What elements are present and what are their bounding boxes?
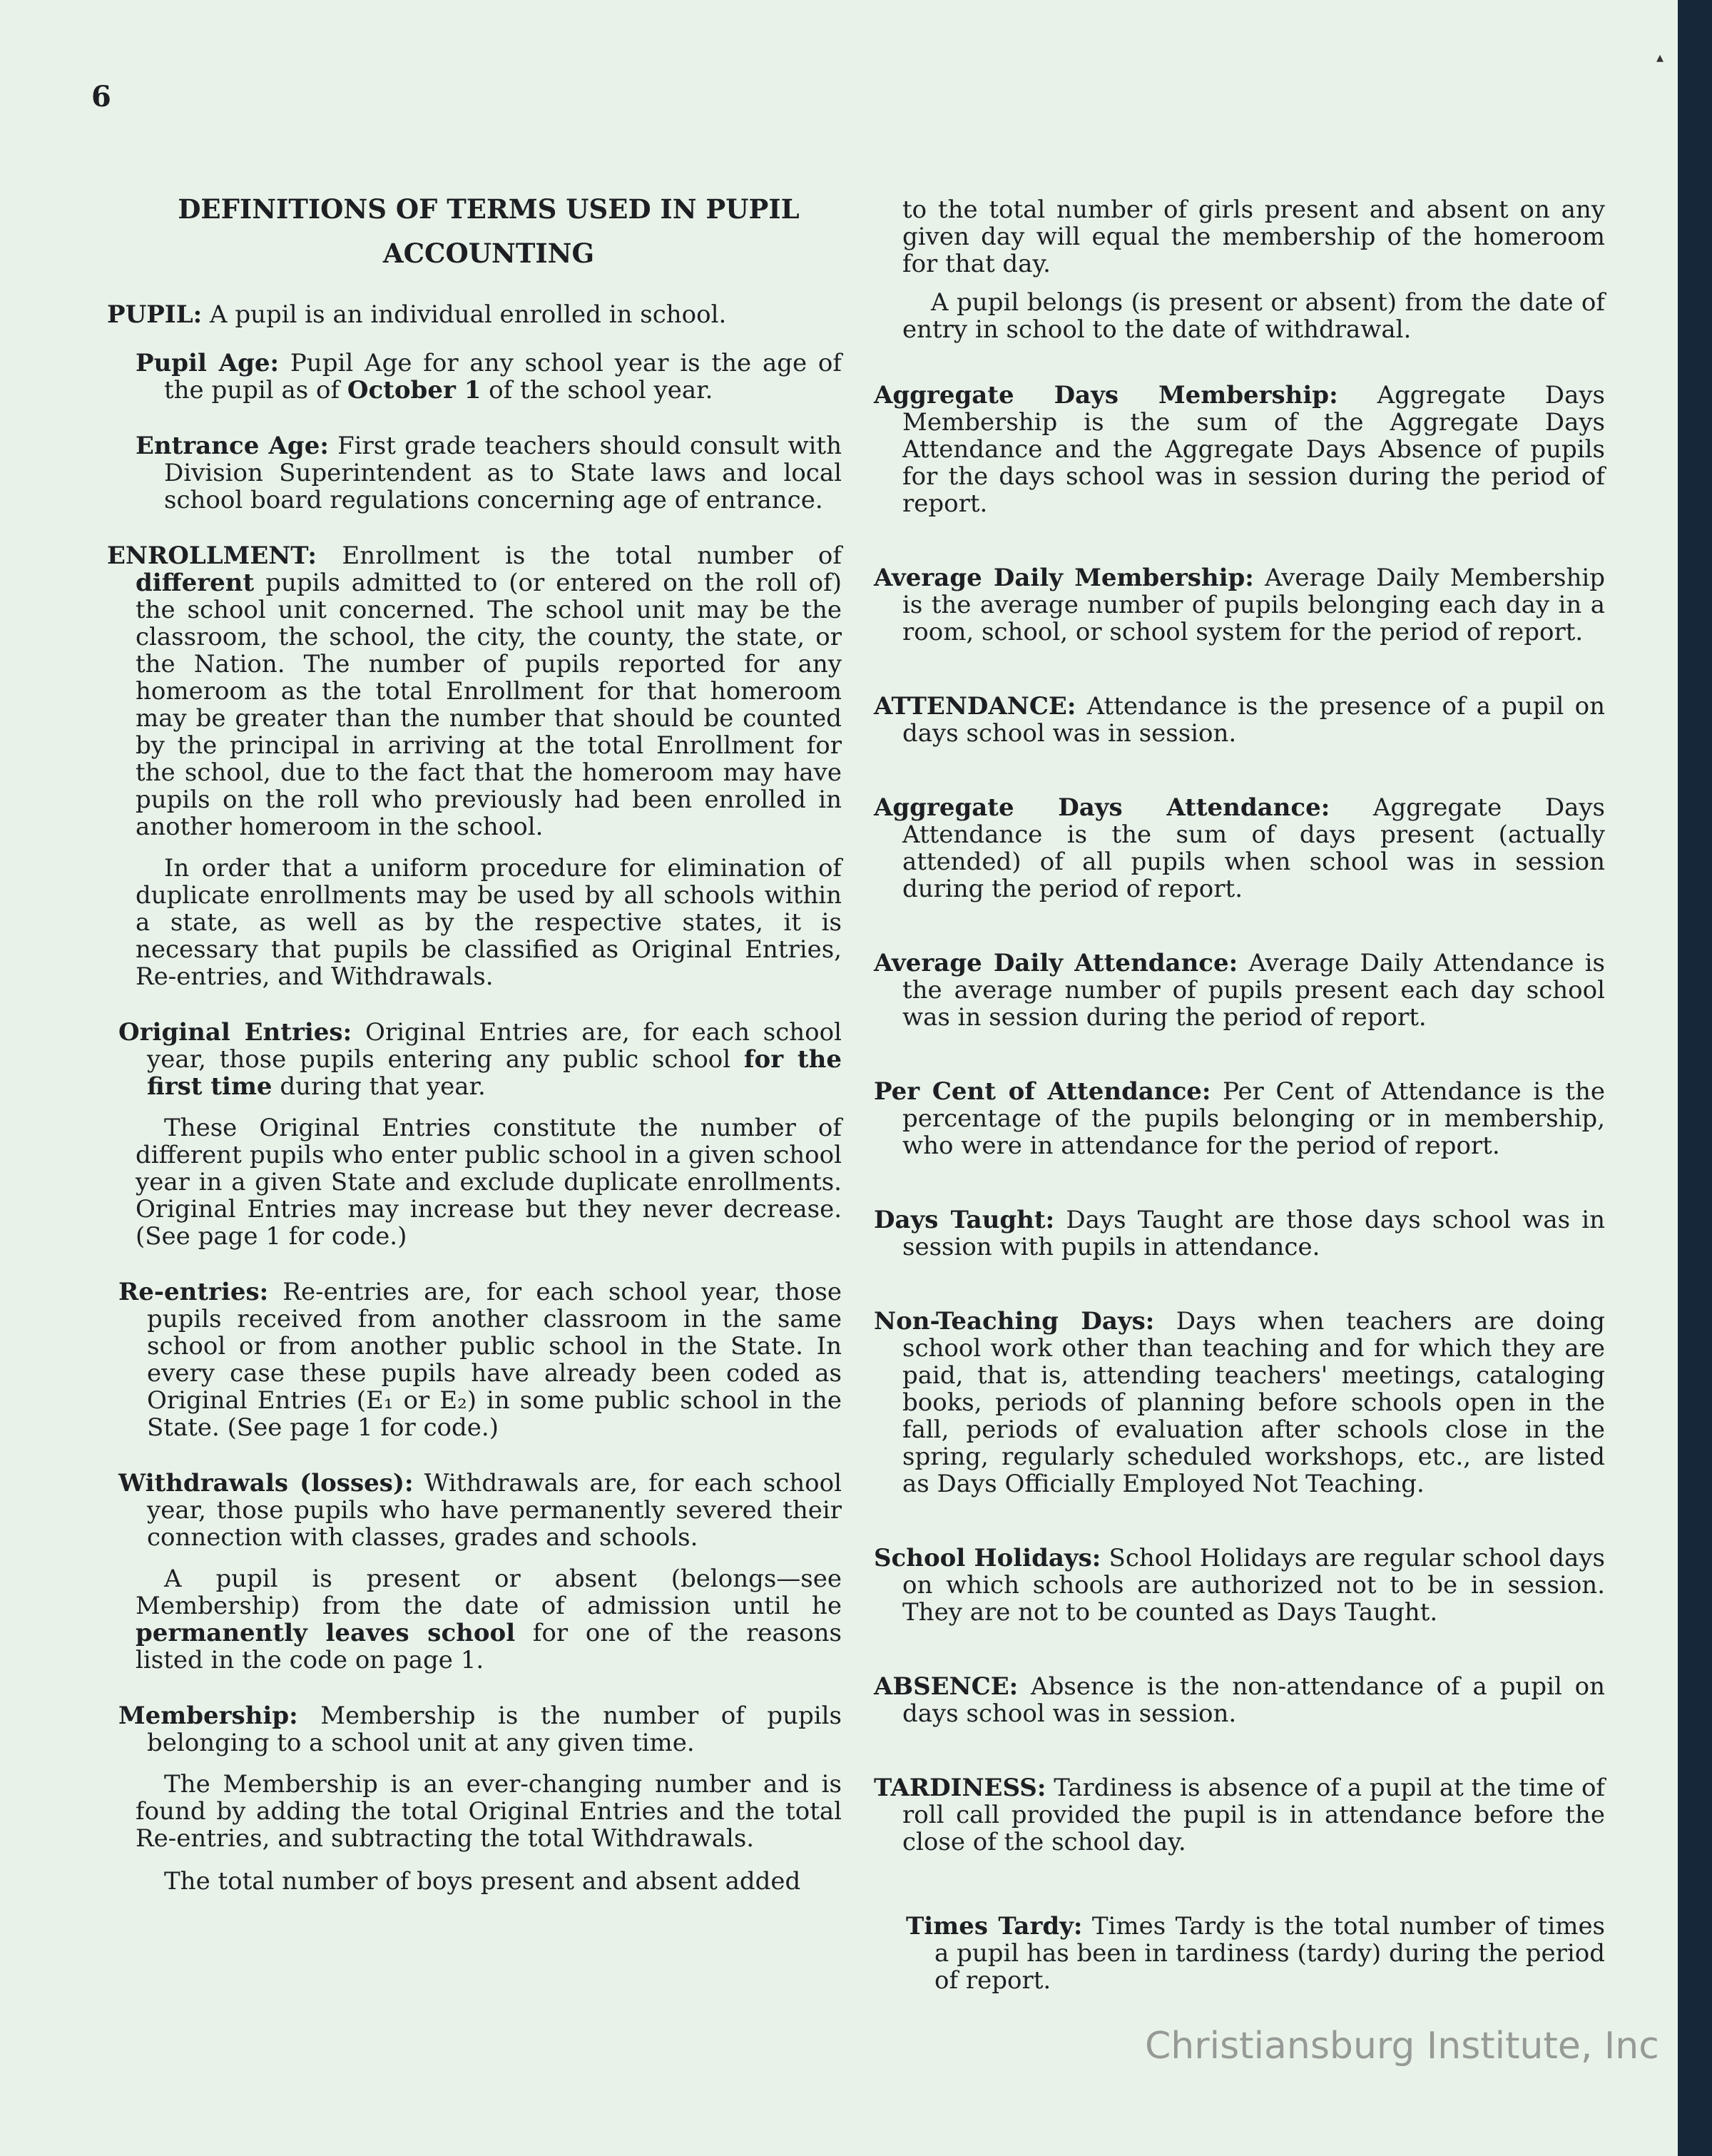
- term-aggregate-days-attendance: Aggregate Days Attendance:: [874, 793, 1330, 822]
- text-non-teaching-days: Days when teachers are doing school work other than teaching and for which they are paid, that is, attending teachers' meetings, cataloging books, periods of planning before schools open in the fall, periods of evaluation after schools close in the spring, regularly scheduled workshops, etc., are listed as Days Officially Employed Not Teaching.: [902, 1307, 1605, 1498]
- definition-per-cent-of-attendance: [874, 1078, 1605, 1159]
- term-pupil: PUPIL:: [107, 300, 203, 329]
- text-absence: Absence is the non-attendance of a pupil on days school was in session.: [902, 1672, 1605, 1728]
- page-title: [107, 187, 842, 275]
- text-days-taught: Days Taught are those days school was in session with pupils in attendance.: [902, 1206, 1605, 1261]
- text-pupil-age-b: of the school year.: [481, 376, 713, 405]
- text-original-b: during that year.: [272, 1072, 486, 1101]
- text-per-cent-of-attendance: Per Cent of Attendance is the percentage of the pupils belonging or in membership, who were in attendance for the period of report.: [902, 1077, 1605, 1160]
- text-withdrawals-para-b: for one of the reasons listed in the code on page 1.: [136, 1619, 842, 1674]
- term-re-entries: Re-entries:: [118, 1278, 269, 1306]
- withdrawals-paragraph: [107, 1565, 842, 1674]
- definition-times-tardy: [906, 1913, 1605, 1994]
- definition-aggregate-days-attendance: [874, 794, 1605, 902]
- term-aggregate-days-membership: Aggregate Days Membership:: [874, 381, 1338, 410]
- text-enrollment-a: Enrollment is the total number of: [316, 541, 842, 570]
- term-average-daily-attendance: Average Daily Attendance:: [874, 949, 1238, 977]
- term-enrollment: ENROLLMENT:: [107, 541, 317, 570]
- definition-average-daily-attendance: [874, 950, 1605, 1031]
- text-original-a: Original Entries are, for each school year, those pupils entering any public school: [147, 1018, 842, 1074]
- text-original-bold: for the first time: [147, 1045, 842, 1101]
- term-times-tardy: Times Tardy:: [906, 1912, 1083, 1941]
- definition-average-daily-membership: [874, 564, 1605, 646]
- text-aggregate-days-attendance: Aggregate Days Attendance is the sum of days present (actually attended) of all pupils when school was in session during the period of report.: [902, 793, 1606, 903]
- membership-paragraph-2: The total number of boys present and absent added: [164, 1867, 801, 1896]
- term-average-daily-membership: Average Daily Membership:: [874, 564, 1254, 592]
- term-original-entries: Original Entries:: [118, 1018, 352, 1047]
- definition-attendance: [874, 693, 1605, 747]
- watermark: Christiansburg Institute, Inc: [1145, 2025, 1659, 2068]
- text-pupil-age-bold: October 1: [347, 376, 482, 405]
- text-enrollment-bold: different: [136, 569, 255, 597]
- definition-pupil: [107, 301, 842, 328]
- term-tardiness: TARDINESS:: [874, 1774, 1046, 1802]
- term-attendance: ATTENDANCE:: [874, 692, 1076, 721]
- text-withdrawals: Withdrawals are, for each school year, those pupils who have permanently severed their connection with classes, grades and schools.: [147, 1469, 842, 1552]
- definition-withdrawals: [118, 1470, 842, 1551]
- text-pupil-age-a: Pupil Age for any school year is the age of the pupil as of: [164, 349, 842, 405]
- definition-non-teaching-days: [874, 1308, 1605, 1497]
- text-withdrawals-para-a: A pupil is present or absent (belongs—see Membership) from the date of admission until he: [136, 1565, 842, 1620]
- left-column: [107, 187, 842, 1911]
- definition-school-holidays: [874, 1545, 1605, 1626]
- definition-original-entries: [118, 1019, 842, 1100]
- belongs-paragraph: A pupil belongs (is present or absent) from the date of entry in school to the date of withdrawal.: [902, 288, 1605, 344]
- text-school-holidays: School Holidays are regular school days on which schools are authorized not to be in session. They are not to be counted as Days Taught.: [902, 1544, 1605, 1627]
- text-pupil: A pupil is an individual enrolled in school.: [202, 300, 727, 329]
- definition-entrance-age: [136, 432, 842, 514]
- term-entrance-age: Entrance Age:: [136, 432, 329, 460]
- page-number: 6: [91, 80, 111, 113]
- definition-aggregate-days-membership: [874, 382, 1605, 517]
- page-corner-mark: ▴: [1656, 49, 1664, 66]
- right-column: [874, 196, 1605, 2023]
- text-enrollment-b: pupils admitted to (or entered on the roll of) the school unit concerned. The school unit may be the classroom, the school, the city, the county, the state, or the Nation. The number of pupils reported for any homeroom as the total Enrollment for that homeroom may be greater than the number that should be counted by the principal in arriving at the total Enrollment for the school, due to the fact that the homeroom may have pupils on the roll who previously had been enrolled in another homeroom in the school.: [136, 569, 842, 841]
- text-aggregate-days-membership: Aggregate Days Membership is the sum of the Aggregate Days Attendance and the Aggregate Days Absence of pupils for the days school was in session during the period of report.: [902, 381, 1605, 518]
- term-withdrawals: Withdrawals (losses):: [118, 1469, 414, 1497]
- enrollment-paragraph: In order that a uniform procedure for elimination of duplicate enrollments may be used by all schools within a state, as well as by the respective states, it is necessary that pupils be classified as Original Entries, Re-entries, and Withdrawals.: [136, 854, 842, 991]
- term-absence: ABSENCE:: [874, 1672, 1019, 1701]
- text-entrance-age: First grade teachers should consult with Division Superintendent as to State laws and local school board regulations concerning age of entrance.: [164, 432, 842, 514]
- term-pupil-age: Pupil Age:: [136, 349, 280, 377]
- text-re-entries: Re-entries are, for each school year, those pupils received from another classroom in the same school or from another public school in the State. In every case these pupils have already been coded as Original Entries (E₁ or E₂) in some public school in the State. (See page 1 for code.): [147, 1278, 842, 1442]
- text-attendance: Attendance is the presence of a pupil on days school was in session.: [902, 692, 1605, 748]
- definition-enrollment: [107, 542, 842, 840]
- text-withdrawals-para-bold: permanently leaves school: [136, 1619, 516, 1647]
- text-average-daily-membership: Average Daily Membership is the average number of pupils belonging each day in a room, school, or school system for the period of report.: [902, 564, 1605, 646]
- definition-absence: [874, 1673, 1605, 1727]
- definition-re-entries: [118, 1278, 842, 1441]
- term-school-holidays: School Holidays:: [874, 1544, 1101, 1572]
- term-per-cent-of-attendance: Per Cent of Attendance:: [874, 1077, 1211, 1106]
- term-non-teaching-days: Non-Teaching Days:: [874, 1307, 1155, 1336]
- title-line-1: DEFINITIONS OF TERMS USED IN PUPIL: [178, 193, 800, 225]
- text-membership: Membership is the number of pupils belonging to a school unit at any given time.: [147, 1702, 842, 1757]
- original-entries-paragraph: These Original Entries constitute the number of different pupils who enter public school in a given school year in a given State and exclude duplicate enrollments. Original Entries may increase but they never decrease. (See page 1 for code.): [136, 1114, 842, 1251]
- definition-tardiness: [874, 1774, 1605, 1856]
- text-tardiness: Tardiness is absence of a pupil at the time of roll call provided the pupil is in attendance before the close of the school day.: [902, 1774, 1605, 1856]
- text-average-daily-attendance: Average Daily Attendance is the average number of pupils present each day school was in session during the period of report.: [902, 949, 1606, 1032]
- title-line-2: ACCOUNTING: [382, 238, 595, 269]
- term-membership: Membership:: [118, 1702, 298, 1730]
- term-days-taught: Days Taught:: [874, 1206, 1055, 1234]
- membership-paragraph-1: The Membership is an ever-changing number and is found by adding the total Original Entries and the total Re-entries, and subtracting the total Withdrawals.: [136, 1770, 842, 1853]
- continued-text: to the total number of girls present and absent on any given day will equal the membership of the homeroom for that day.: [902, 195, 1605, 278]
- definition-pupil-age: [136, 350, 842, 404]
- definition-days-taught: [874, 1206, 1605, 1261]
- text-times-tardy: Times Tardy is the total number of times a pupil has been in tardiness (tardy) during the period of report.: [934, 1912, 1606, 1995]
- definition-membership: [118, 1702, 842, 1756]
